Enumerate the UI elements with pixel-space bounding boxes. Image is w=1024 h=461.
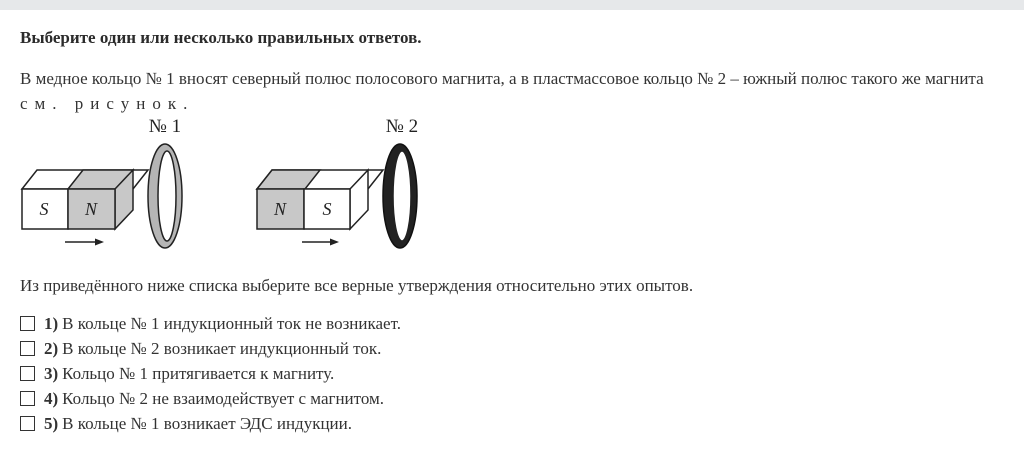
answer-checkbox-2[interactable] (20, 341, 35, 356)
answer-option-5[interactable] (20, 411, 401, 436)
answer-option-label: В кольце № 1 возникает ЭДС индукции. (62, 413, 353, 433)
answer-option-number: 4) (44, 388, 59, 408)
answer-option-number: 2) (44, 338, 59, 358)
question-text (20, 66, 1010, 116)
answer-checkbox-4[interactable] (20, 391, 35, 406)
answer-option-2[interactable] (20, 336, 401, 361)
answer-checkbox-3[interactable] (20, 366, 35, 381)
ring-1 (148, 144, 182, 248)
answer-option-4[interactable] (20, 386, 401, 411)
answer-option-number: 1) (44, 313, 59, 333)
answer-option-number: 3) (44, 363, 59, 383)
magnet-1-left-pole: S (39, 199, 49, 219)
answer-checkbox-1[interactable] (20, 316, 35, 331)
answer-option-1[interactable] (20, 311, 401, 336)
motion-arrow-2 (302, 239, 339, 246)
instruction-heading: Выберите один или несколько правильных ответов. (20, 28, 422, 47)
magnet-rings-figure (0, 112, 460, 258)
magnet-2-right-pole: S (322, 199, 332, 219)
question-line: В медное кольцо № 1 вносят северный полюс полосового магнита, а в пластмассовое кольцо № 2 – южный полюс такого же магнита (20, 69, 984, 88)
magnet-2 (257, 170, 383, 229)
magnet-1 (22, 170, 148, 229)
answer-option-label: Кольцо № 1 притягивается к магниту. (62, 363, 335, 383)
prompt-text: Из приведённого ниже списка выберите все верные утверждения относительно этих опытов. (20, 276, 694, 295)
answer-option-label: Кольцо № 2 не взаимодействует с магнитом. (62, 388, 385, 408)
answer-option-label: В кольце № 1 индукционный ток не возникает. (62, 313, 401, 333)
answer-options (20, 311, 401, 436)
answer-option-number: 5) (44, 413, 59, 433)
motion-arrow-1 (65, 239, 104, 246)
ring-1-label: № 1 (148, 116, 182, 137)
magnet-2-left-pole: N (273, 199, 287, 219)
answer-option-3[interactable] (20, 361, 401, 386)
magnet-1-right-pole: N (84, 199, 98, 219)
question-figure-ref: см. рисунок. (20, 94, 195, 113)
answer-option-label: В кольце № 2 возникает индукционный ток. (62, 338, 382, 358)
top-bar (0, 0, 1024, 10)
answer-checkbox-5[interactable] (20, 416, 35, 431)
ring-2-label: № 2 (385, 116, 419, 137)
ring-2 (383, 144, 417, 248)
